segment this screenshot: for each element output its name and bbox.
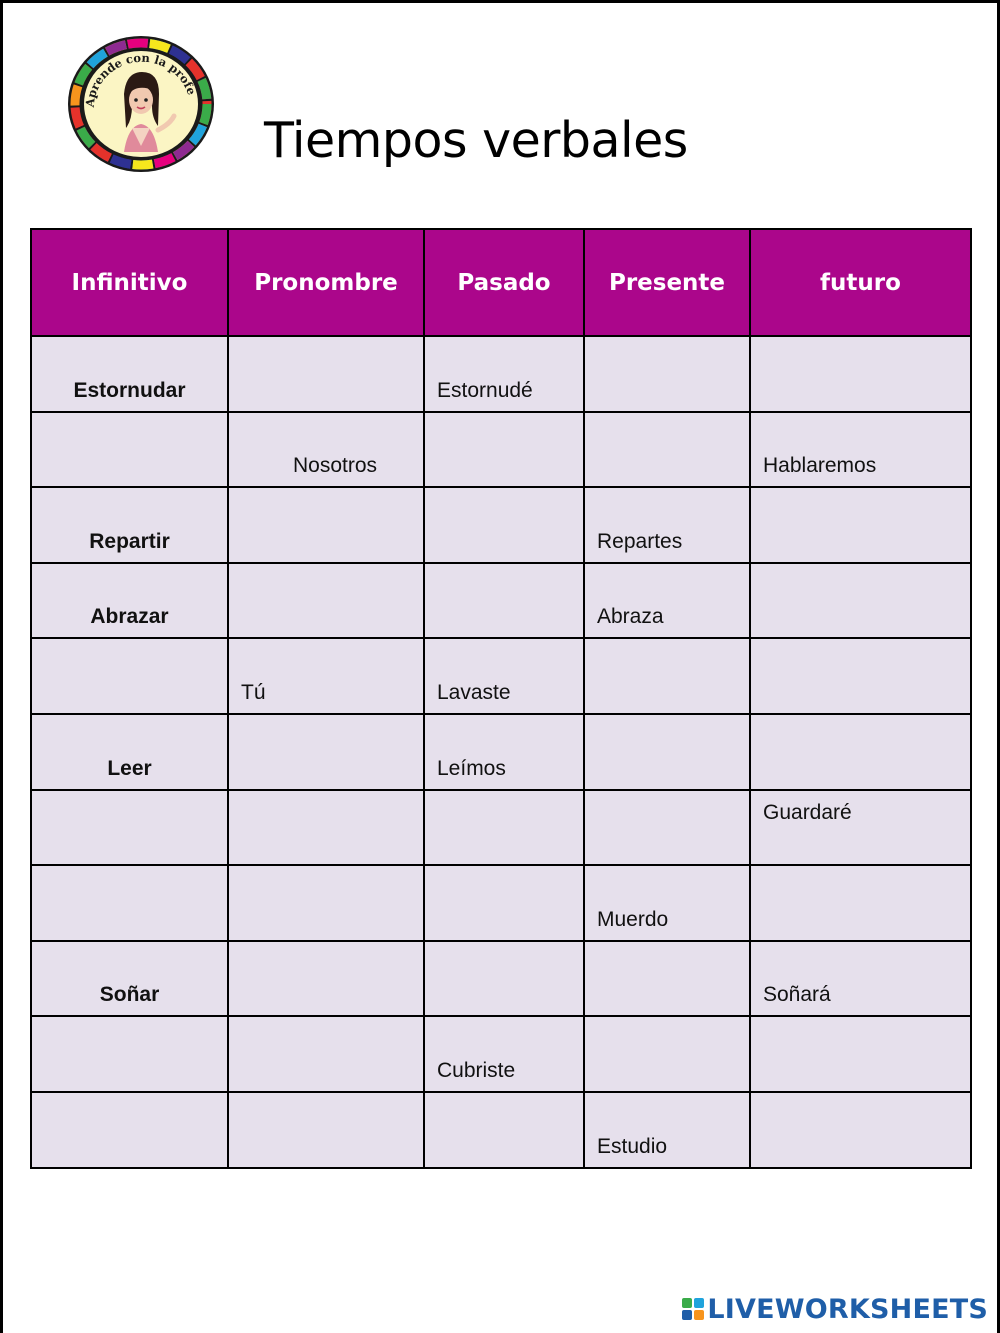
brand-name: LIVEWORKSHEETS [707,1293,988,1325]
table-row [31,865,971,941]
header-pasado: Pasado [424,229,584,336]
cell-infinitivo: Soñar [31,941,228,1017]
cell-pronombre[interactable] [228,563,424,639]
cell-pronombre: Tú [228,638,424,714]
cell-pasado[interactable] [424,563,584,639]
cell-presente: Abraza [584,563,750,639]
cell-infinitivo: Estornudar [31,336,228,412]
table-row [31,563,971,639]
cell-futuro[interactable] [750,1016,971,1092]
table-row [31,714,971,790]
liveworksheets-brand[interactable] [682,1294,988,1324]
cell-futuro[interactable] [750,336,971,412]
profe-logo [66,34,216,174]
page-title: Tiempos verbales [264,112,688,169]
cell-pronombre: Nosotros [228,412,424,488]
cell-pronombre[interactable] [228,714,424,790]
cell-pasado[interactable] [424,487,584,563]
cell-futuro[interactable] [750,865,971,941]
cell-presente: Estudio [584,1092,750,1168]
cell-pronombre[interactable] [228,1016,424,1092]
cell-presente[interactable] [584,1016,750,1092]
liveworksheets-logo-icon [682,1298,704,1320]
cell-pronombre[interactable] [228,1092,424,1168]
logo-text: Aprende con la profe [82,50,199,108]
table-row [31,487,971,563]
table-row [31,638,971,714]
cell-infinitivo[interactable] [31,412,228,488]
header-futuro: futuro [750,229,971,336]
cell-infinitivo[interactable] [31,1092,228,1168]
cell-pasado: Lavaste [424,638,584,714]
cell-pasado[interactable] [424,412,584,488]
cell-pronombre[interactable] [228,865,424,941]
cell-infinitivo[interactable] [31,1016,228,1092]
cell-futuro: Hablaremos [750,412,971,488]
cell-presente[interactable] [584,336,750,412]
cell-pronombre[interactable] [228,487,424,563]
cell-futuro: Soñará [750,941,971,1017]
table-row [31,336,971,412]
cell-infinitivo: Repartir [31,487,228,563]
cell-pasado: Leímos [424,714,584,790]
verb-tenses-table [30,228,972,1169]
cell-presente[interactable] [584,412,750,488]
table-row [31,412,971,488]
cell-pasado: Cubriste [424,1016,584,1092]
cell-futuro: Guardaré [750,790,971,866]
cell-futuro[interactable] [750,563,971,639]
cell-pasado[interactable] [424,941,584,1017]
cell-pasado[interactable] [424,1092,584,1168]
header-presente: Presente [584,229,750,336]
cell-infinitivo: Abrazar [31,563,228,639]
cell-pronombre[interactable] [228,941,424,1017]
table-row [31,1092,971,1168]
cell-infinitivo[interactable] [31,865,228,941]
cell-presente[interactable] [584,638,750,714]
cell-presente[interactable] [584,941,750,1017]
header-row [31,229,971,336]
cell-futuro[interactable] [750,714,971,790]
cell-presente: Muerdo [584,865,750,941]
cell-pronombre[interactable] [228,790,424,866]
cell-infinitivo[interactable] [31,638,228,714]
cell-futuro[interactable] [750,638,971,714]
cell-pasado[interactable] [424,865,584,941]
header-pronombre: Pronombre [228,229,424,336]
cell-presente: Repartes [584,487,750,563]
table-row [31,941,971,1017]
cell-presente[interactable] [584,790,750,866]
cell-futuro[interactable] [750,487,971,563]
cell-infinitivo[interactable] [31,790,228,866]
cell-pasado[interactable] [424,790,584,866]
cell-pronombre[interactable] [228,336,424,412]
cell-futuro[interactable] [750,1092,971,1168]
cell-presente[interactable] [584,714,750,790]
cell-pasado: Estornudé [424,336,584,412]
table-row [31,1016,971,1092]
cell-infinitivo: Leer [31,714,228,790]
header-infinitivo: Infinitivo [31,229,228,336]
table-row [31,790,971,866]
